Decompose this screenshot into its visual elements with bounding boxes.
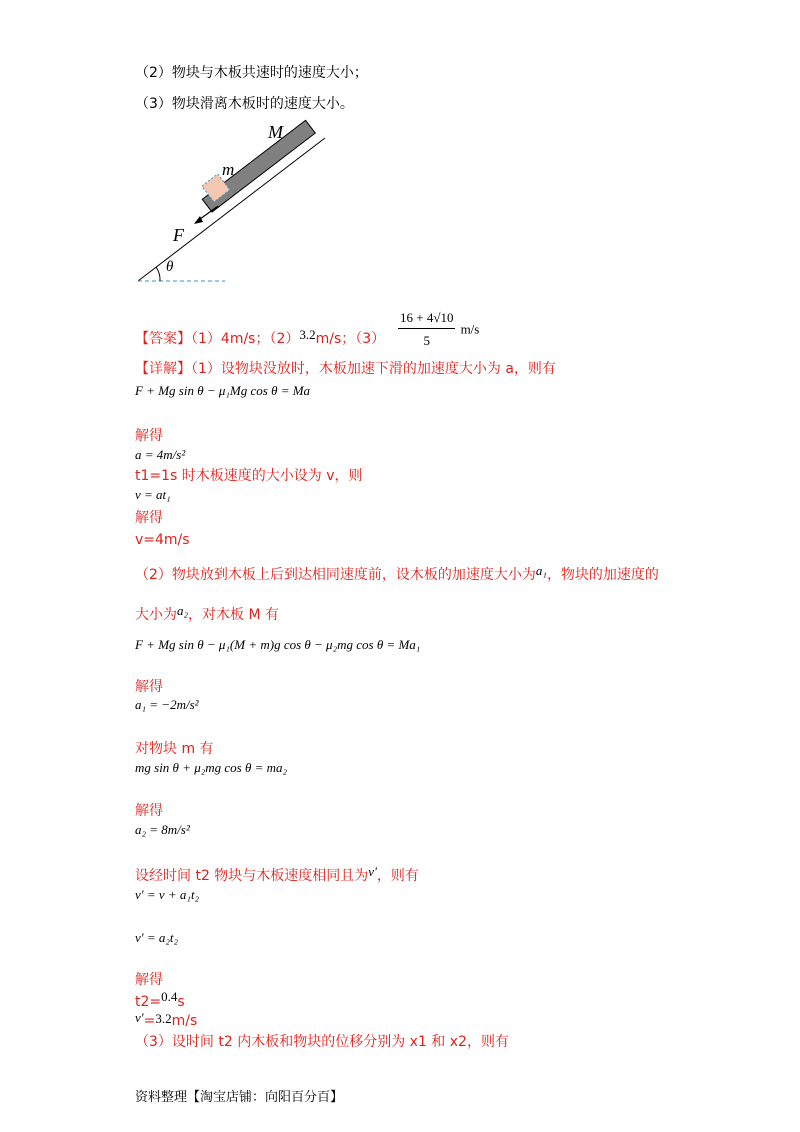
part2-text-2a: 大小为 — [135, 607, 177, 623]
jiede-2: 解得 — [135, 510, 163, 526]
v-prime-label: v′ — [135, 1010, 144, 1025]
footer-text: 资料整理【淘宝店铺：向阳百分百】 — [135, 1090, 344, 1105]
part3-line: （3）设时间 t2 内木板和物块的位移分别为 x1 和 x2，则有 — [135, 1034, 509, 1050]
equation-7: a₂ = 8m/s² — [135, 822, 190, 837]
detail-line-1 — [135, 360, 556, 378]
detail-tag: 【详解】 — [135, 361, 191, 377]
equation-3: v = at₁ — [135, 487, 171, 502]
t2-text-b: ，则有 — [376, 868, 419, 884]
detail-text-1: （1）设物块没放时，木板加速下滑的加速度大小为 a，则有 — [191, 361, 556, 377]
answer-fraction — [398, 310, 479, 349]
block-m-line: 对物块 m 有 — [135, 741, 214, 757]
v-prime-result — [135, 1012, 197, 1030]
t2-line — [135, 864, 419, 885]
symbol-v-prime: v′ — [368, 864, 377, 879]
part2-text-1a: （2）物块放到木板上后到达相同速度前，设木板的加速度大小为 — [135, 567, 536, 583]
part2-text-1b: ，物块的加速度的 — [546, 567, 659, 583]
v-result: v=4m/s — [135, 532, 190, 548]
label-M: M — [268, 122, 283, 142]
label-theta: θ — [166, 259, 174, 275]
t2-unit: s — [177, 994, 185, 1010]
jiede-3: 解得 — [135, 679, 163, 695]
t2-result — [135, 989, 185, 1011]
t1-line: t1=1s 时木板速度的大小设为 v，则 — [135, 468, 363, 484]
answer-line — [135, 327, 386, 348]
fraction-denominator: 5 — [423, 333, 430, 348]
t2-text-a: 设经时间 t2 物块与木板速度相同且为 — [135, 868, 369, 884]
answer-tag: 【答案】 — [135, 331, 191, 347]
equation-5: a₁ = −2m/s² — [135, 697, 199, 712]
answer-part1: （1）4m/s；（2） — [191, 331, 300, 347]
angle-arc — [156, 267, 160, 281]
v-prime-equals: = — [143, 1013, 156, 1029]
fraction-unit: m/s — [460, 321, 480, 337]
incline-diagram — [130, 118, 340, 290]
part2-line-2 — [135, 603, 280, 624]
fraction-numerator: 16 + 4√10 — [398, 310, 455, 329]
equation-9: v′ = a₂t₂ — [135, 930, 179, 945]
v-prime-value: 3.2 — [155, 1011, 172, 1026]
symbol-a1: a₁ — [535, 563, 547, 578]
equation-8: v′ = v + a₁t₂ — [135, 887, 200, 902]
question-2: （2）物块与木板共速时的速度大小； — [135, 65, 368, 81]
part2-line-1 — [135, 563, 659, 584]
part2-text-2b: ，对木板 M 有 — [188, 607, 280, 623]
equation-1: F + Mg sin θ − μ₁Mg cos θ = Ma — [135, 383, 311, 398]
equation-4: F + Mg sin θ − μ₁(M + m)g cos θ − μ₂mg cos θ = Ma₁ — [135, 637, 421, 652]
t2-label: t2= — [135, 994, 162, 1010]
t2-value: 0.4 — [161, 989, 178, 1004]
jiede-1: 解得 — [135, 428, 163, 444]
jiede-5: 解得 — [135, 972, 163, 988]
label-F: F — [173, 225, 184, 245]
question-3: （3）物块滑离木板时的速度大小。 — [135, 96, 354, 112]
label-m: m — [222, 160, 235, 179]
equation-6: mg sin θ + μ₂mg cos θ = ma₂ — [135, 760, 288, 775]
v-prime-unit: m/s — [171, 1013, 198, 1029]
equation-2: a = 4m/s² — [135, 447, 186, 462]
answer-part2: m/s；（3） — [315, 331, 386, 347]
jiede-4: 解得 — [135, 803, 163, 819]
symbol-a2: a₂ — [177, 603, 189, 618]
answer-v2: 3.2 — [299, 327, 316, 342]
